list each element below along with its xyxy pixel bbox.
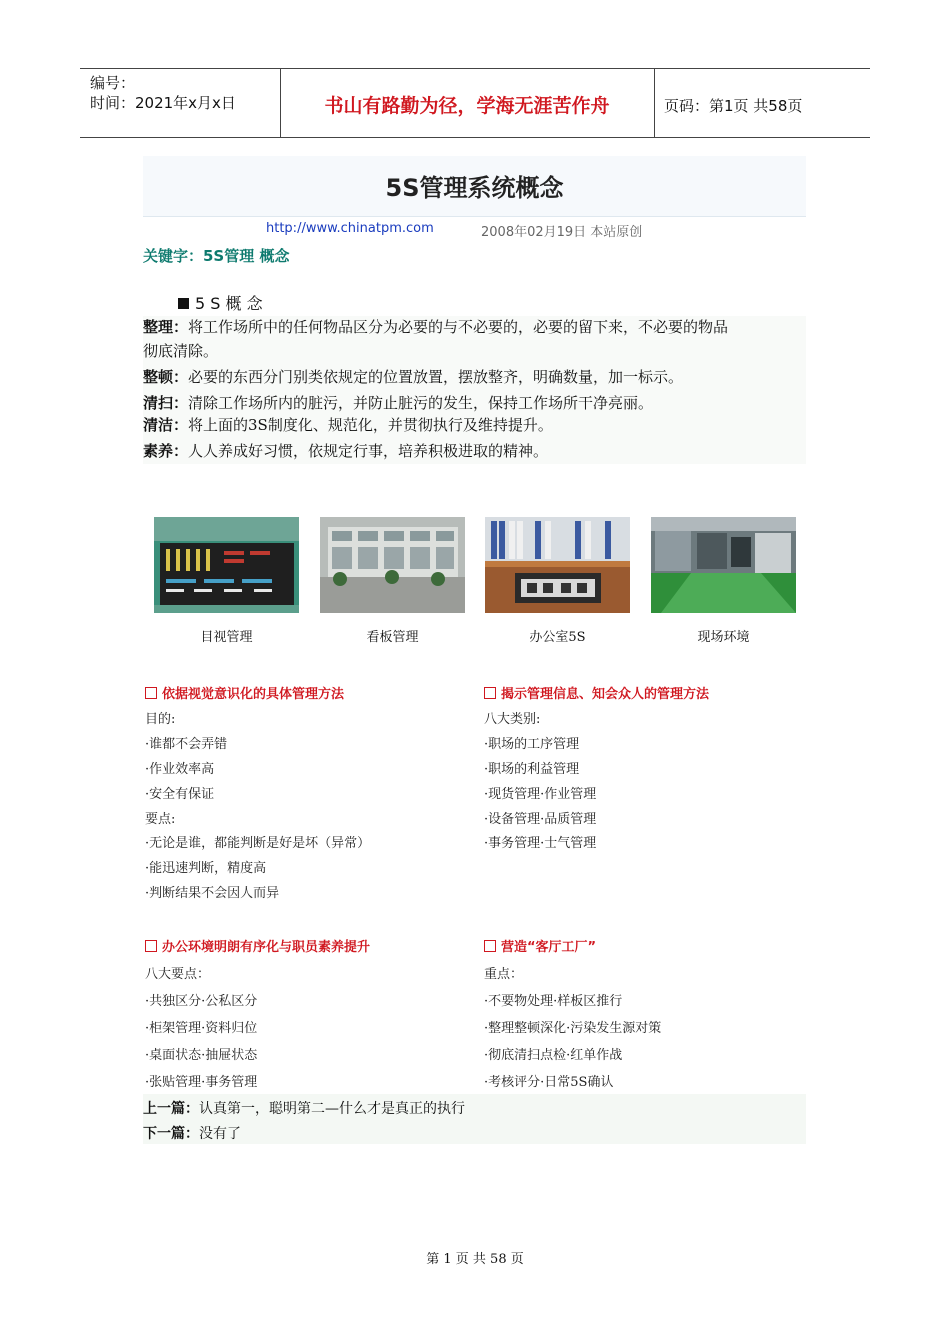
concept-heading: 5 S 概 念: [178, 291, 263, 314]
photo-caption: 办公室5S: [529, 630, 586, 645]
list-item: 八大要点：: [145, 967, 211, 982]
time-label: 时间：2021年x月x日: [90, 94, 236, 112]
list-item: 重点：: [484, 967, 524, 982]
concept-line: 清洁：将上面的3S制度化、规范化，并贯彻执行及维持提升。: [143, 416, 553, 434]
list-item: 要点:: [145, 812, 176, 827]
source-link[interactable]: http://www.chinatpm.com: [266, 221, 434, 236]
list-item: ·柜架管理·资料归位: [145, 1021, 258, 1036]
list-item: ·作业效率高: [145, 762, 215, 777]
list-item: ·共独区分·公私区分: [145, 994, 258, 1009]
list-item: ·张贴管理·事务管理: [145, 1075, 258, 1090]
list-item: ·无论是谁，都能判断是好是坏（异常）: [145, 836, 371, 851]
header-table: [80, 68, 870, 138]
list-item: ·考核评分·日常5S确认: [484, 1075, 614, 1090]
page-info: 页码：第1页 共58页: [664, 97, 803, 115]
list-item: ·职场的利益管理: [484, 762, 580, 777]
list-item: ·桌面状态·抽屉状态: [145, 1048, 258, 1063]
number-label: 编号：: [90, 74, 136, 92]
list-item: ·能迅速判断，精度高: [145, 861, 267, 876]
checkbox-outline-icon: [145, 687, 157, 699]
next-article: 下一篇：没有了: [143, 1126, 241, 1142]
list-item: ·判断结果不会因人而异: [145, 886, 280, 901]
list-item: ·不要物处理·样板区推行: [484, 994, 623, 1009]
keywords: 关键字：5S管理 概念: [143, 247, 290, 265]
photo-caption: 现场环境: [697, 630, 750, 645]
page-title: 5S管理系统概念: [385, 174, 564, 202]
control-panel-photo: [154, 517, 299, 613]
section-heading: 依据视觉意识化的具体管理方法: [145, 683, 344, 702]
square-bullet-icon: [178, 298, 189, 309]
section-heading: 办公环境明朗有序化与职员素养提升: [145, 936, 370, 955]
concept-line: 整理：将工作场所中的任何物品区分为必要的与不必要的，必要的留下来，不必要的物品: [143, 318, 729, 336]
list-item: ·设备管理·品质管理: [484, 812, 597, 827]
checkbox-outline-icon: [145, 940, 157, 952]
photo-caption: 目视管理: [200, 630, 253, 645]
concept-line: 彻底清除。: [143, 342, 219, 360]
motto: 书山有路勤为径，学海无涯苦作舟: [324, 95, 610, 117]
concept-line: 清扫：清除工作场所内的脏污，并防止脏污的发生，保持工作场所干净亮丽。: [143, 394, 654, 412]
list-item: ·现货管理·作业管理: [484, 787, 597, 802]
photo-caption: 看板管理: [366, 630, 419, 645]
section-heading: 揭示管理信息、知会众人的管理方法: [484, 683, 709, 702]
list-item: ·整理整顿深化·污染发生源对策: [484, 1021, 662, 1036]
article-date: 2008年02月19日 本站原创: [481, 225, 643, 240]
list-item: ·安全有保证: [145, 787, 215, 802]
section-heading: 营造“客厅工厂”: [484, 936, 596, 955]
list-item: ·谁都不会弄错: [145, 737, 228, 752]
factory-floor-photo: [651, 517, 796, 613]
concept-line: 整顿：必要的东西分门别类依规定的位置放置，摆放整齐，明确数量，加一标示。: [143, 368, 684, 386]
page-footer: 第 1 页 共 58 页: [426, 1252, 524, 1267]
prev-article-link[interactable]: 认真第一，聪明第二—什么才是真正的执行: [199, 1101, 465, 1117]
list-item: ·职场的工序管理: [484, 737, 580, 752]
checkbox-outline-icon: [484, 687, 496, 699]
board-wall-photo: [320, 517, 465, 613]
office-cabinet-photo: [485, 517, 630, 613]
list-item: 目的:: [145, 712, 176, 727]
list-item: ·彻底清扫点检·红单作战: [484, 1048, 623, 1063]
checkbox-outline-icon: [484, 940, 496, 952]
list-item: 八大类别:: [484, 712, 541, 727]
concept-line: 素养：人人养成好习惯，依规定行事，培养积极进取的精神。: [143, 442, 549, 460]
list-item: ·事务管理·士气管理: [484, 836, 597, 851]
prev-article[interactable]: 上一篇：认真第一，聪明第二—什么才是真正的执行: [143, 1101, 465, 1117]
